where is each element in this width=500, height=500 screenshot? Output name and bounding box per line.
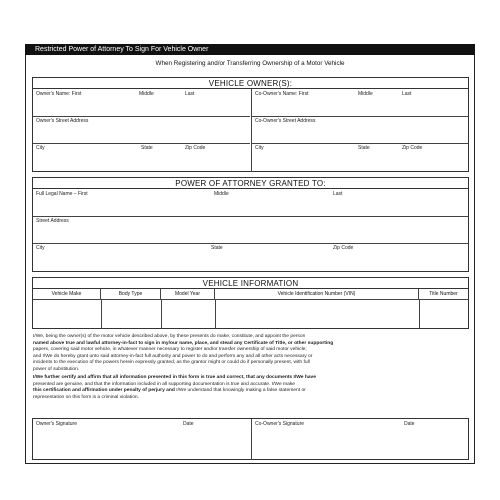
- column-model-year: Model Year: [161, 289, 215, 299]
- cert-line-1-bold: I/We further certify and affirm that all information presented in this form is true and correct, that any documents I/We have: [33, 375, 316, 380]
- cert-line-2: presented are genuine, and that the information included in all supporting documentation is true and accurate. I/We make: [33, 381, 295, 387]
- grant-line-3: papers, covering said motor vehicle, in whatever manner necessary to register and/or transfer ownership of said motor vehicle;: [33, 347, 307, 353]
- attorney-name-field[interactable]: [33, 216, 468, 217]
- signature-section: [32, 418, 469, 460]
- owners-divider: [251, 89, 252, 172]
- vehicle-info-table: [33, 289, 468, 329]
- coowner-city-label: City: [255, 145, 264, 151]
- form-title: Restricted Power of Attorney To Sign For Vehicle Owner: [25, 44, 475, 55]
- coowner-signature-field[interactable]: [252, 428, 468, 460]
- owner-signature-field[interactable]: [33, 428, 251, 460]
- column-title-number: Title Number: [429, 291, 458, 297]
- owner-signature-label: Owner's Signature: [36, 421, 77, 427]
- owner-street-label: Owner's Street Address: [36, 118, 89, 124]
- attorney-section: [32, 177, 469, 272]
- vehicle-info-section: [32, 277, 469, 329]
- certification-paragraph: [33, 375, 469, 401]
- coowner-first-name-label: Co-Owner's Name: First: [255, 91, 309, 97]
- cert-line-4: representation on this form is a criminal violation.: [33, 394, 140, 400]
- vin-cell[interactable]: [419, 299, 420, 328]
- coowner-signature-label: Co-Owner's Signature: [255, 421, 305, 427]
- grant-line-2-bold: named above true and lawful attorney-in-fact to sign in my/our name, place, and stead any Certificate of Title, or other supporting: [33, 340, 334, 346]
- cert-line-3-bold: this certification and affirmation under penalty of perjury and: [33, 388, 175, 394]
- form-subtitle: When Registering and/or Transferring Ownership of a Motor Vehicle: [155, 60, 345, 67]
- cert-line-3-rest: I/We understand that knowingly making a false statement or: [176, 388, 306, 394]
- coowner-street-field[interactable]: [251, 143, 468, 144]
- owner-middle-name-label: Middle: [139, 91, 154, 97]
- coowner-zip-label: Zip Code: [402, 145, 423, 151]
- owner-first-name-label: Owner's Name: First: [36, 91, 82, 97]
- vehicle-info-title: VEHICLE INFORMATION: [33, 278, 468, 289]
- coowner-street-label: Co-Owner's Street Address: [255, 118, 316, 124]
- coowner-state-label: State: [358, 145, 370, 151]
- coowner-date-label: Date: [404, 421, 415, 427]
- attorney-middle-name-label: Middle: [214, 191, 229, 197]
- attorney-first-name-label: Full Legal Name – First: [36, 191, 88, 197]
- owner-name-field[interactable]: [33, 116, 250, 117]
- cert-line-3: [33, 388, 469, 395]
- vehicle-owners-title: VEHICLE OWNER(S):: [33, 78, 468, 89]
- column-vehicle-make: Vehicle Make: [33, 289, 101, 299]
- body-type-cell[interactable]: [161, 299, 162, 328]
- vehicle-owners-section: [32, 77, 469, 172]
- owner-city-label: City: [36, 145, 45, 151]
- vehicle-table-header-rule: [33, 299, 468, 300]
- grant-line-5: incidents to the execution of the powers herein expressly granted, as the grantor might or could do if personally present, with full: [33, 360, 310, 366]
- coowner-last-name-label: Last: [402, 91, 412, 97]
- attorney-street-field[interactable]: [33, 243, 468, 244]
- attorney-title: POWER OF ATTORNEY GRANTED TO:: [33, 178, 468, 189]
- attorney-city-label: City: [36, 245, 45, 251]
- owner-state-label: State: [141, 145, 153, 151]
- column-vin: Vehicle Identification Number (VIN): [215, 289, 419, 299]
- cert-line-1: [33, 375, 469, 382]
- model-year-cell[interactable]: [215, 299, 216, 328]
- owner-last-name-label: Last: [185, 91, 195, 97]
- owner-date-label: Date: [183, 421, 194, 427]
- vehicle-make-cell[interactable]: [101, 299, 102, 328]
- grant-line-4: and I/We do hereby grant unto said attorney-in-fact full authority and power to do and perform any and all other acts necessary or: [33, 353, 313, 359]
- grant-line-1: I/We, being the owner(s) of the motor vehicle described above, by these presents do make, constitute, and appoint the person: [33, 334, 306, 339]
- column-body-type: Body Type: [101, 289, 161, 299]
- attorney-zip-label: Zip Code: [333, 245, 354, 251]
- owner-street-field[interactable]: [33, 143, 250, 144]
- attorney-state-label: State: [211, 245, 223, 251]
- attorney-last-name-label: Last: [333, 191, 343, 197]
- grant-line-6: power of substitution.: [33, 366, 80, 372]
- grant-paragraph: [33, 334, 469, 374]
- coowner-name-field[interactable]: [251, 116, 468, 117]
- attorney-street-label: Street Address: [36, 218, 69, 224]
- coowner-middle-name-label: Middle: [358, 91, 373, 97]
- owner-zip-label: Zip Code: [185, 145, 206, 151]
